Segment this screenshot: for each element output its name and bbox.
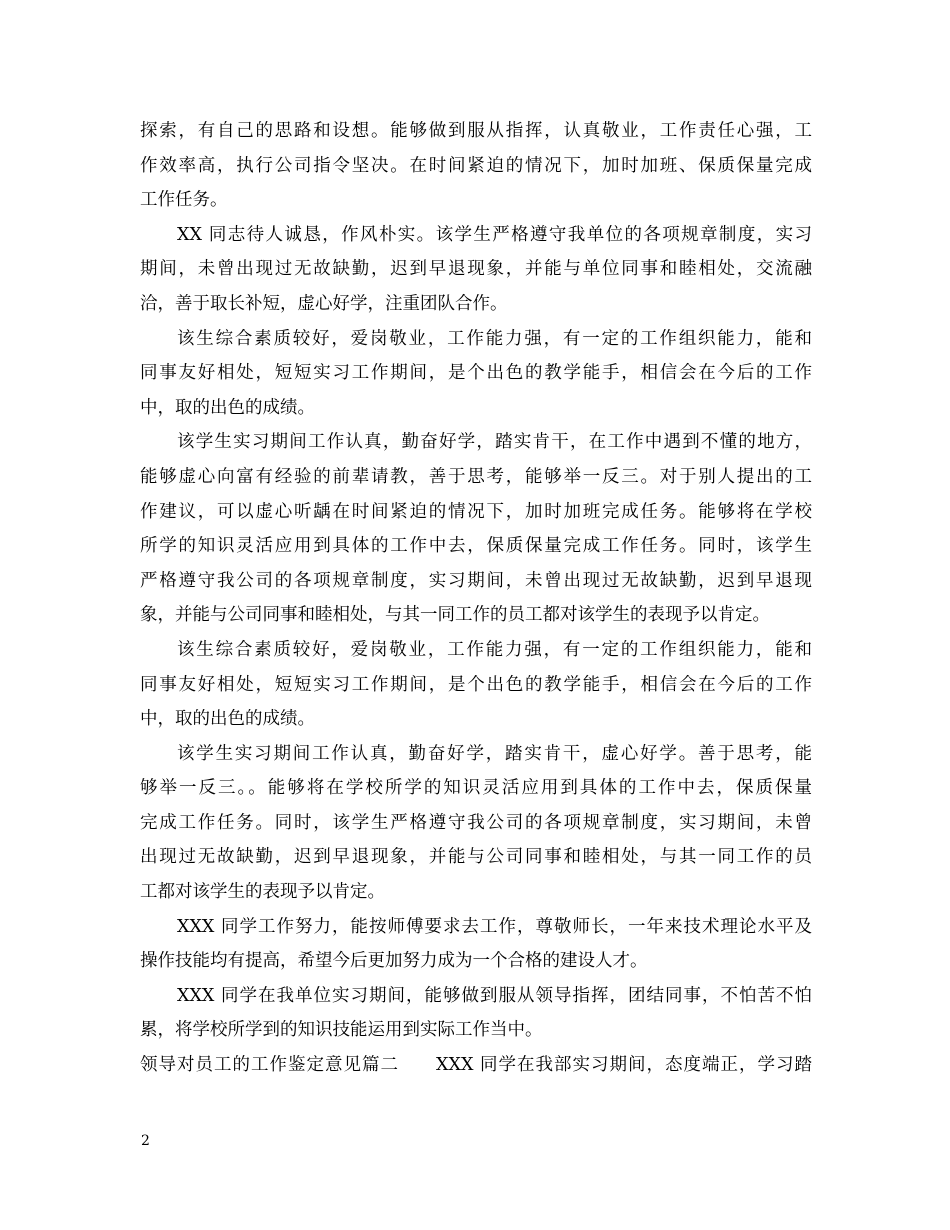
text-line: 该生综合素质较好，爱岗敬业，工作能力强，有一定的工作组织能力，能和 — [177, 328, 812, 349]
text-line: 完成工作任务。同时，该学生严格遵守我公司的各项规章制度，实习期间，未曾 — [140, 812, 812, 833]
text-line: 工作任务。 — [140, 190, 228, 211]
text-line: 象，并能与公司同事和睦相处，与其一同工作的员工都对该学生的表现予以肯定。 — [140, 605, 770, 626]
text-line: 累，将学校所学到的知识技能运用到实际工作当中。 — [140, 1020, 543, 1041]
text-line: 中，取的出色的成绩。 — [140, 709, 315, 730]
text-line: 洽，善于取长补短，虚心好学，注重团队合作。 — [140, 293, 508, 314]
text-line: 探索，有自己的思路和设想。能够做到服从指挥，认真敬业，工作责任心强，工 — [140, 121, 812, 141]
document-body — [140, 114, 812, 1083]
text-line: 作建议，可以虚心听龋在时间紧迫的情况下，加时加班完成任务。能够将在学校 — [140, 501, 812, 522]
text-line: 该学生实习期间工作认真，勤奋好学，踏实肯干，在工作中遇到不懂的地方， — [177, 432, 812, 453]
text-line: 中，取的出色的成绩。 — [140, 397, 315, 418]
text-line: 操作技能均有提高，希望今后更加努力成为一个合格的建设人才。 — [140, 951, 648, 972]
text-line: 严格遵守我公司的各项规章制度，实习期间，未曾出现过无故缺勤，迟到早退现 — [140, 570, 812, 591]
text-line: XXX 同学在我单位实习期间，能够做到服从领导指挥，团结同事，不怕苦不怕 — [177, 985, 812, 1006]
text-line: XXX 同学工作努力，能按师傅要求去工作，尊敬师长，一年来技术理论水平及 — [177, 916, 812, 937]
text-line: 该生综合素质较好，爱岗敬业，工作能力强，有一定的工作组织能力，能和 — [177, 639, 812, 660]
text-line: 够举一反三。。能够将在学校所学的知识灵活应用到具体的工作中去，保质保量 — [140, 778, 812, 799]
text-line: 能够虚心向富有经验的前辈请教，善于思考，能够举一反三。对于别人提出的工 — [140, 466, 812, 487]
page-number: 2 — [141, 1133, 150, 1149]
text-line: 作效率高，执行公司指令坚决。在时间紧迫的情况下，加时加班、保质保量完成 — [140, 155, 812, 176]
text-line: 同事友好相处，短短实习工作期间，是个出色的教学能手，相信会在今后的工作 — [140, 363, 812, 384]
text-line: 期间，未曾出现过无故缺勤，迟到早退现象，并能与单位同事和睦相处，交流融 — [140, 259, 812, 280]
text-line: 领导对员工的工作鉴定意见篇二 XXX 同学在我部实习期间，态度端正，学习踏 — [140, 1055, 812, 1076]
text-line: 该学生实习期间工作认真，勤奋好学，踏实肯干，虚心好学。善于思考，能 — [177, 743, 812, 764]
text-line: 同事友好相处，短短实习工作期间，是个出色的教学能手，相信会在今后的工作 — [140, 674, 812, 695]
text-line: 所学的知识灵活应用到具体的工作中去，保质保量完成工作任务。同时，该学生 — [140, 536, 812, 557]
text-line: 工都对该学生的表现予以肯定。 — [140, 882, 385, 903]
text-line: 出现过无故缺勤，迟到早退现象，并能与公司同事和睦相处，与其一同工作的员 — [140, 847, 812, 868]
text-line: XX 同志待人诚恳，作风朴实。该学生严格遵守我单位的各项规章制度，实习 — [177, 224, 812, 245]
